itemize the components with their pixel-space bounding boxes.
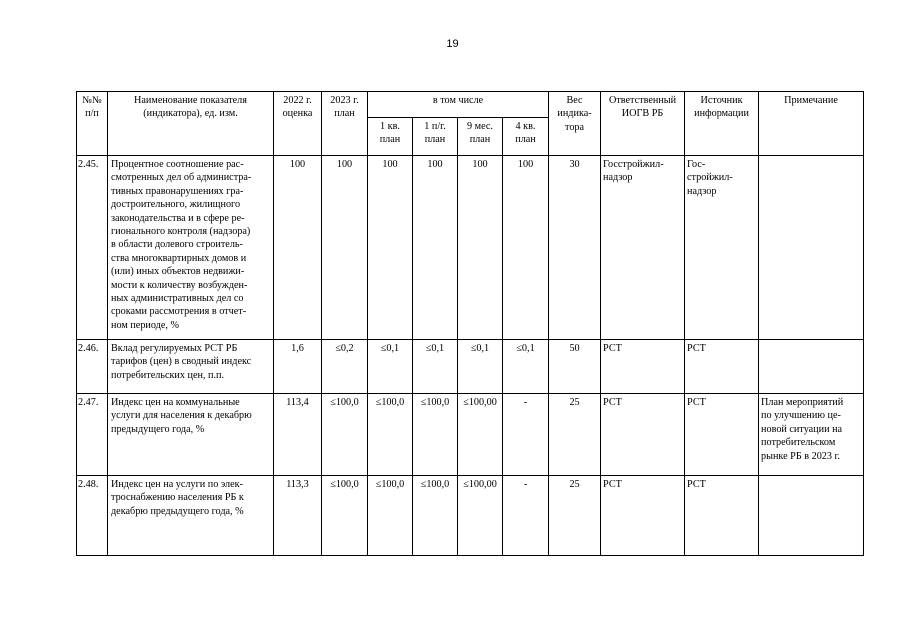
row-2023: ≤100,0 [322, 394, 368, 476]
row-note [759, 156, 864, 340]
row-h1: 100 [413, 156, 458, 340]
table-row [77, 156, 864, 340]
row-name: Процентное соотношение рас- смотренных дел об администра- тивных правонарушениях гра- достроительного, жилищного законодательства и в сфере ре- гионального контроля (надзора) в области долевого строитель- ства многоквартирных домов и (или) иных объектов недвижи- мости к количеству возбужден- ных административных дел со сроками рассмотрения в отчет- ном периоде, % [108, 156, 274, 340]
row-num: 2.48. [77, 476, 108, 556]
header-h1: 1 п/г. план [413, 118, 458, 156]
row-num: 2.46. [77, 340, 108, 394]
row-q1: ≤0,1 [368, 340, 413, 394]
row-weight: 25 [549, 476, 601, 556]
row-q4: - [503, 394, 549, 476]
row-h1: ≤0,1 [413, 340, 458, 394]
row-q4: 100 [503, 156, 549, 340]
row-q4: - [503, 476, 549, 556]
page-number: 19 [446, 38, 459, 50]
header-name: Наименование показателя (индикатора), ед. изм. [108, 92, 274, 156]
table-row [77, 394, 864, 476]
row-q4: ≤0,1 [503, 340, 549, 394]
row-9m: 100 [458, 156, 503, 340]
header-9m: 9 мес. план [458, 118, 503, 156]
header-num: №№ п/п [77, 92, 108, 156]
header-weight: Вес индика- тора [549, 92, 601, 156]
header-2023: 2023 г. план [322, 92, 368, 156]
row-weight: 25 [549, 394, 601, 476]
row-q1: ≤100,0 [368, 394, 413, 476]
row-source: РСТ [685, 340, 759, 394]
header-q4: 4 кв. план [503, 118, 549, 156]
row-note [759, 476, 864, 556]
header-source: Источник информации [685, 92, 759, 156]
row-2022: 100 [274, 156, 322, 340]
row-h1: ≤100,0 [413, 394, 458, 476]
row-note: План мероприятий по улучшению це- новой ситуации на потребительском рынке РБ в 2023 г. [759, 394, 864, 476]
row-source: РСТ [685, 394, 759, 476]
header-group: в том числе [368, 92, 549, 118]
header-responsible: Ответственный ИОГВ РБ [601, 92, 685, 156]
header-note: Примечание [759, 92, 864, 156]
row-2022: 113,4 [274, 394, 322, 476]
row-2022: 1,6 [274, 340, 322, 394]
row-name: Индекс цен на услуги по элек- троснабжению населения РБ к декабрю предыдущего года, % [108, 476, 274, 556]
row-2022: 113,3 [274, 476, 322, 556]
row-name: Вклад регулируемых РСТ РБ тарифов (цен) в сводный индекс потребительских цен, п.п. [108, 340, 274, 394]
table-header [77, 92, 864, 156]
row-responsible: Госстройжил- надзор [601, 156, 685, 340]
table-body [77, 156, 864, 556]
row-9m: ≤0,1 [458, 340, 503, 394]
row-responsible: РСТ [601, 476, 685, 556]
indicators-table [76, 91, 864, 556]
row-2023: ≤100,0 [322, 476, 368, 556]
row-9m: ≤100,00 [458, 476, 503, 556]
row-responsible: РСТ [601, 394, 685, 476]
table-row [77, 340, 864, 394]
row-2023: 100 [322, 156, 368, 340]
row-name: Индекс цен на коммунальные услуги для населения к декабрю предыдущего года, % [108, 394, 274, 476]
header-2022: 2022 г. оценка [274, 92, 322, 156]
row-num: 2.45. [77, 156, 108, 340]
row-note [759, 340, 864, 394]
row-weight: 30 [549, 156, 601, 340]
row-source: РСТ [685, 476, 759, 556]
header-q1: 1 кв. план [368, 118, 413, 156]
row-q1: 100 [368, 156, 413, 340]
table-row [77, 476, 864, 556]
row-h1: ≤100,0 [413, 476, 458, 556]
row-q1: ≤100,0 [368, 476, 413, 556]
row-2023: ≤0,2 [322, 340, 368, 394]
row-weight: 50 [549, 340, 601, 394]
row-num: 2.47. [77, 394, 108, 476]
row-9m: ≤100,00 [458, 394, 503, 476]
row-responsible: РСТ [601, 340, 685, 394]
row-source: Гос- стройжил- надзор [685, 156, 759, 340]
